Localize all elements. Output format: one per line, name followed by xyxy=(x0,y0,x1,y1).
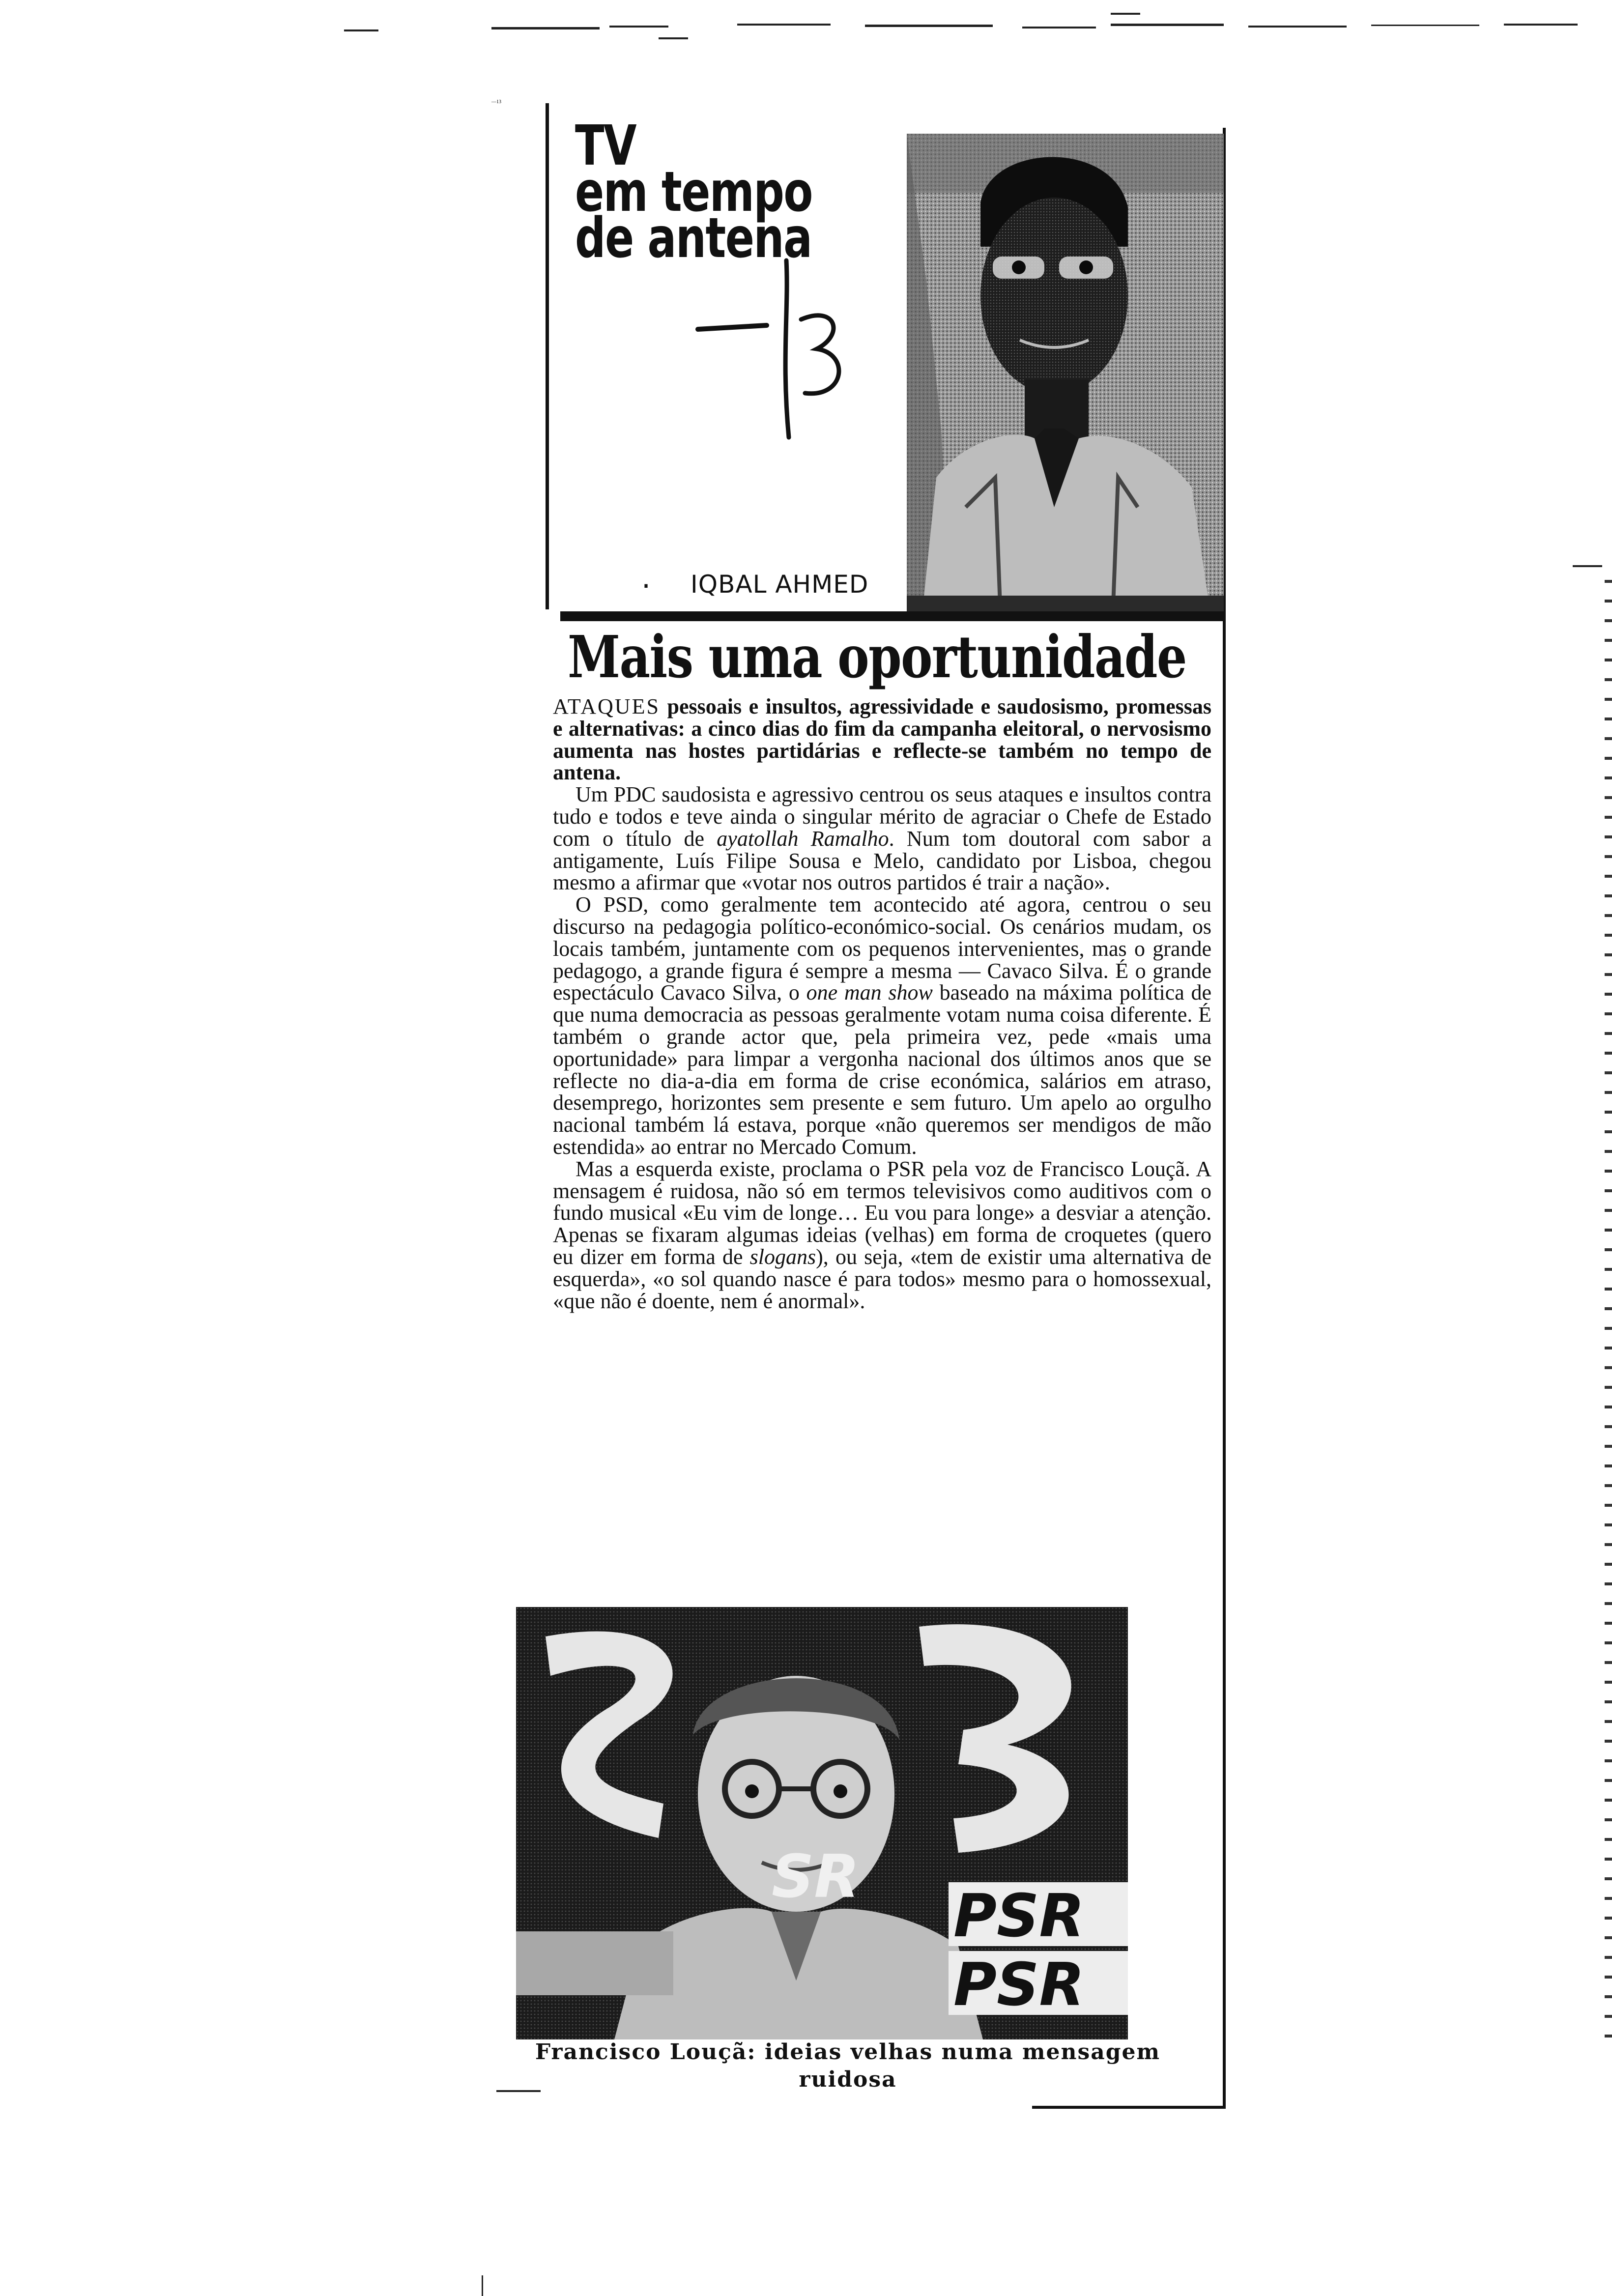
francisco-louca-photo xyxy=(516,1607,1128,2039)
handwritten-mark-text: —13 xyxy=(491,99,501,105)
banner-text: SR xyxy=(772,1843,860,1911)
author-name: IQBAL AHMED xyxy=(691,570,869,599)
paragraph-text: ), ou seja, «tem de existir uma alternativa de esquerda», «o sol quando nasce é para todos» mesmo para o homossexual, «que não é doente, nem é anormal». xyxy=(553,1244,1211,1313)
paragraph-text: O PSD, como geralmente tem acontecido até agora, centrou o seu discurso na pedagogia político-económico-social. Os cenários mudam, os locais também, juntamente com os pequenos intervenientes, mas o grande pedagogo, a grande figura é sempre a mesma — Cavaco Silva. É o grande espectáculo Cavaco Silva, o xyxy=(553,892,1211,1005)
lead-paragraph xyxy=(553,696,1211,784)
column-title xyxy=(575,114,812,270)
paragraph-italic: ayatollah Ramalho xyxy=(717,826,889,851)
margin-mark xyxy=(482,2275,483,2296)
author-portrait-image xyxy=(907,134,1224,620)
lead-text: pessoais e insultos, agressividade e saudosismo, promessas e alternativas: a cinco dias do fim da campanha eleitoral, o nervosismo aumenta nas hostes partidárias e reflecte-se também no tempo de antena. xyxy=(553,694,1211,785)
paragraph-text: Mas a esquerda existe, proclama o PSR pela voz de Francisco Louçã. A mensagem é ruidosa, não só em termos televisivos como auditivos com o fundo musical «Eu vim de longe… Eu vou para longe» a desviar a atenção. Apenas se fixaram algumas ideias (velhas) em forma de croquetes (quero eu dizer em forma de xyxy=(553,1156,1211,1269)
margin-mark xyxy=(1605,580,1612,2054)
paragraph-text: . Num tom doutoral com sabor a antigamente, Luís Filipe Sousa e Melo, candidato por Lisboa, chegou mesmo a afirmar que «votar nos outros partidos é trair a nação». xyxy=(553,826,1211,895)
paragraph-pdc xyxy=(553,784,1211,894)
margin-mark xyxy=(1573,565,1602,567)
clipping-bottom-rule xyxy=(1032,2106,1226,2109)
column-title-line: em tempo xyxy=(575,160,812,224)
column-title-line: de antena xyxy=(575,206,812,270)
article-body xyxy=(553,696,1211,1312)
headline-rule xyxy=(560,611,1224,621)
photo-caption: Francisco Louçã: ideias velhas numa mensagem ruidosa xyxy=(535,2039,1161,2092)
column-title-line: TV xyxy=(575,114,636,178)
banner-text: PSR xyxy=(953,1882,1085,1951)
paragraph-psd xyxy=(553,894,1211,1158)
paragraph-italic: one man show xyxy=(806,980,933,1005)
paragraph-text: Um PDC saudosista e agressivo centrou os seus ataques e insultos contra tudo e todos e teve ainda o singular mérito de agraciar o Chefe de Estado com o título de xyxy=(553,782,1211,851)
lead-first-word: ATAQUES xyxy=(553,694,660,718)
clipping-left-rule xyxy=(546,103,549,609)
article-headline: Mais uma oportunidade xyxy=(568,623,1186,691)
banner-text: PSR xyxy=(953,1951,1085,2019)
paragraph-italic: slogans xyxy=(749,1244,816,1269)
speck-icon: · xyxy=(641,569,651,603)
paragraph-psr xyxy=(553,1158,1211,1313)
paragraph-text: baseado na máxima política de que numa democracia as pessoas geralmente votam numa coisa diferente. É também o grande actor que, pela primeira vez, pede «mais uma oportunidade» para limpar a vergonha nacional dos últimos anos que se reflecte no dia-a-dia em forma de crise económica, salários em atraso, desemprego, horizontes sem presente e sem futuro. Um apelo ao orgulho nacional também lá estava, porque «não queremos ser mendigos de mão estendida» ao entrar no Mercado Comum. xyxy=(553,980,1212,1159)
